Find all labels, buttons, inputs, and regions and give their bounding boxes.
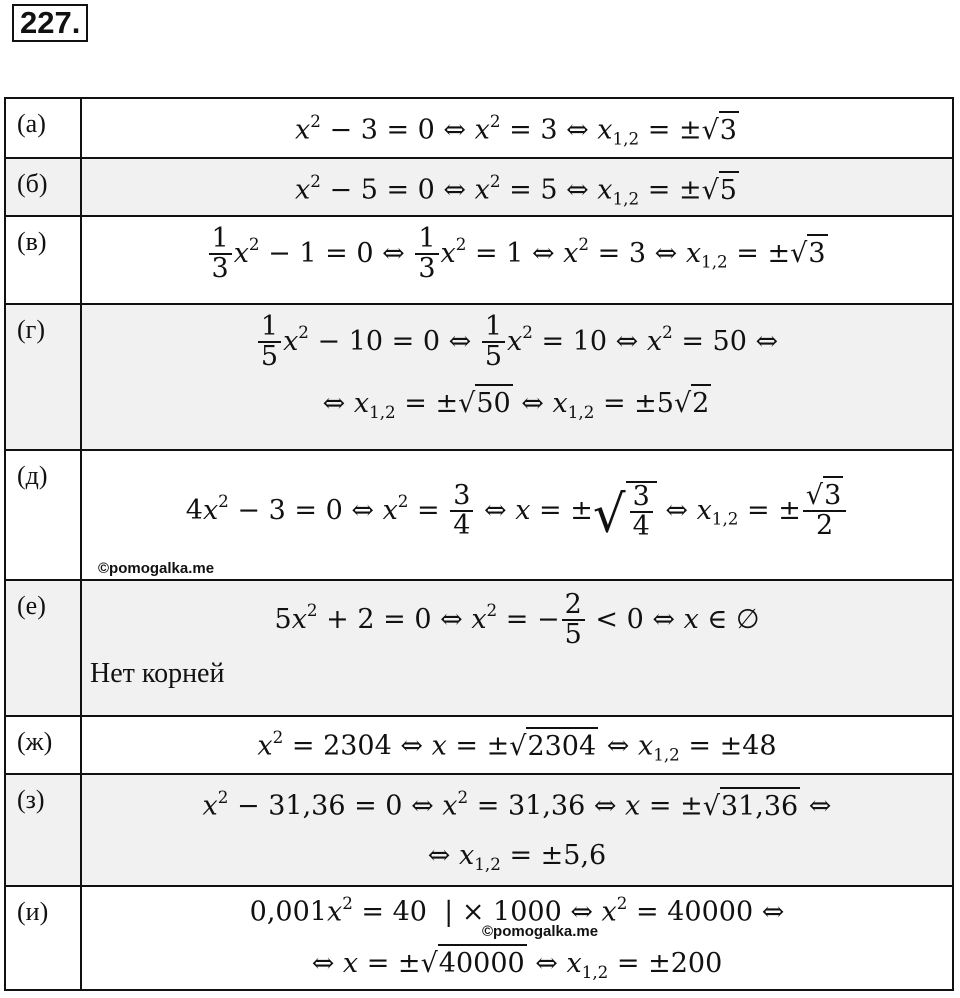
row-d (5, 304, 953, 450)
row-expression: $x^2 - 5 = 0$ ⇔ $x^2 = 5$ ⇔ $x_{1,2} = \pm√5$ (81, 158, 953, 216)
row-expression: $5x^2 + 2 = 0$ ⇔ $x^2$ = − $\frac{2}{5}$ < 0 ⇔ x ∈ ∅ Нет корней (81, 580, 953, 716)
watermark: ©pomogalka.me (482, 923, 599, 940)
row-label: (д) (5, 450, 81, 580)
row-expression: $\frac{1}{3}$ $x^2 - 1 = 0$ ⇔ $\frac{1}{3}$ $x^2 = 1$ ⇔ $x^2 = 3$ ⇔ $x_{1,2} = \pm√3$ (81, 216, 953, 304)
row-g (5, 716, 953, 774)
row-f (5, 580, 953, 716)
row-h (5, 774, 953, 886)
row-label: (и) (5, 886, 81, 990)
row-e (5, 450, 953, 580)
row-label: (з) (5, 774, 81, 886)
task-number: 227. (12, 4, 88, 42)
row-expression: $x^2 - 3 = 0$ ⇔ $x^2 = 3$ ⇔ $x_{1,2} = \pm√3$ (81, 98, 953, 158)
row-b (5, 158, 953, 216)
row-label: (ж) (5, 716, 81, 774)
row-label: (в) (5, 216, 81, 304)
row-c (5, 216, 953, 304)
row-a (5, 98, 953, 158)
row-expression: $\frac{1}{5}$ $x^2 - 10 = 0$ ⇔ $\frac{1}{5}$ $x^2 = 10$ ⇔ $x^2 = 50$ ⇔ ⇔ $x_{1,2} = \pm√50$ ⇔ $x_{1,2} = \pm 5√2$ (81, 304, 953, 450)
watermark: ©pomogalka.me (98, 560, 215, 577)
row-expression: $x^2 - 31,36 = 0$ ⇔ $x^2 = 31,36$ ⇔ x = ±√31,36 ⇔ ⇔ $x_{1,2} = \pm 5,6$ (81, 774, 953, 886)
row-expression: $4x^2 - 3 = 0$ ⇔ $x^2$ = $\frac{3}{4}$ ⇔ x = ±√ $\frac{3}{4}$ ⇔ $x_{1,2}$ = ± $\frac{√3}{2}$ ©pomogalka.me (81, 450, 953, 580)
solution-table (4, 97, 954, 991)
row-label: (г) (5, 304, 81, 450)
row-label: (б) (5, 158, 81, 216)
row-expression: $0,001x^2 = 40$ | × 1000 ⇔ $x^2 = 40000$ ⇔ ©pomogalka.me ⇔ x = ±√40000 ⇔ $x_{1,2} = \pm 200$ (81, 886, 953, 990)
row-expression: $x^2 = 2304$ ⇔ x = ±√2304 ⇔ $x_{1,2} = \pm 48$ (81, 716, 953, 774)
row-label: (е) (5, 580, 81, 716)
row-i (5, 886, 953, 990)
no-roots-note: Нет корней (90, 657, 225, 689)
row-label: (а) (5, 98, 81, 158)
